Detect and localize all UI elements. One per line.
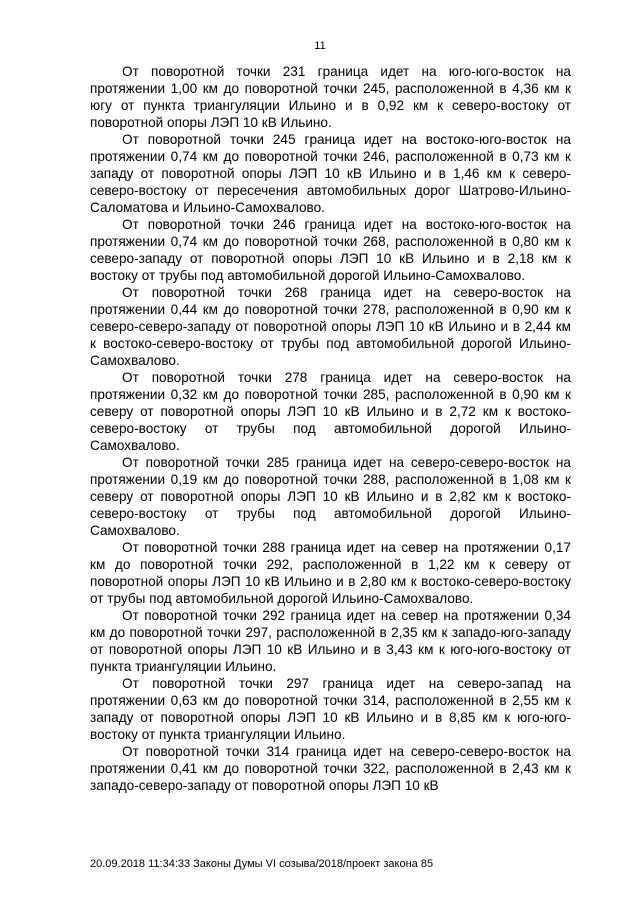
paragraph: От поворотной точки 231 граница идет на юго-юго-восток на протяжении 1,00 км до поворотной точки 245, расположенной в 4,36 км к югу от пункта триангуляции Ильино и в 0,92 км к северо-востоку от поворотной опоры ЛЭП 10 кВ Ильино. [90,64,571,130]
paragraph: От поворотной точки 285 граница идет на северо-северо-восток на протяжении 0,19 км до поворотной точки 288, расположенной в 1,08 км к северу от поворотной опоры ЛЭП 10 кВ Ильино и в 2,82 км к востоко-северо-востоку от трубы под автомобильной дорогой Ильино-Самохвалово. [90,455,571,538]
paragraph: От поворотной точки 268 граница идет на северо-восток на протяжении 0,44 км до поворотной точки 278, расположенной в 0,90 км к северо-северо-западу от поворотной опоры ЛЭП 10 кВ Ильино и в 2,44 км к востоко-северо-востоку от трубы под автомобильной дорогой Ильино-Самохвалово. [90,285,571,368]
paragraph: От поворотной точки 297 граница идет на северо-запад на протяжении 0,63 км до поворотной точки 314, расположенной в 2,55 км к западу от поворотной опоры ЛЭП 10 кВ Ильино и в 8,85 км к юго-юго-востоку от пункта триангуляции Ильино. [90,676,571,742]
paragraph: От поворотной точки 245 граница идет на востоко-юго-восток на протяжении 0,74 км до поворотной точки 246, расположенной в 0,73 км к западу от поворотной опоры ЛЭП 10 кВ Ильино и в 1,46 км к северо-северо-востоку от пересечения автомобильных дорог Шатрово-Ильино-Саломатова и Ильино-Самохвалово. [90,132,571,215]
paragraph: От поворотной точки 314 граница идет на северо-северо-восток на протяжении 0,41 км до поворотной точки 322, расположенной в 2,43 км к западо-северо-западу от поворотной опоры ЛЭП 10 кВ [90,744,571,793]
paragraph: От поворотной точки 292 граница идет на север на протяжении 0,34 км до поворотной точки 297, расположенной в 2,35 км к западо-юго-западу от поворотной опоры ЛЭП 10 кВ Ильино и в 3,43 км к юго-юго-востоку от пункта триангуляции Ильино. [90,608,571,674]
paragraph: От поворотной точки 246 граница идет на востоко-юго-восток на протяжении 0,74 км до поворотной точки 268, расположенной в 0,80 км к северо-западу от поворотной опоры ЛЭП 10 кВ Ильино и в 2,18 км к востоку от трубы под автомобильной дорогой Ильино-Самохвалово. [90,217,571,283]
paragraph: От поворотной точки 288 граница идет на север на протяжении 0,17 км до поворотной точки 292, расположенной в 1,22 км к северу от поворотной опоры ЛЭП 10 кВ Ильино и в 2,80 км к востоко-северо-востоку от трубы под автомобильной дорогой Ильино-Самохвалово. [90,540,571,606]
document-footer: 20.09.2018 11:34:33 Законы Думы VI созыва/2018/проект закона 85 [90,858,434,870]
page-number: 11 [314,40,326,52]
document-body [90,63,571,794]
paragraph: От поворотной точки 278 граница идет на северо-восток на протяжении 0,32 км до поворотной точки 285, расположенной в 0,90 км к северу от поворотной опоры ЛЭП 10 кВ Ильино и в 2,72 км к востоко-северо-востоку от трубы под автомобильной дорогой Ильино-Самохвалово. [90,370,571,453]
